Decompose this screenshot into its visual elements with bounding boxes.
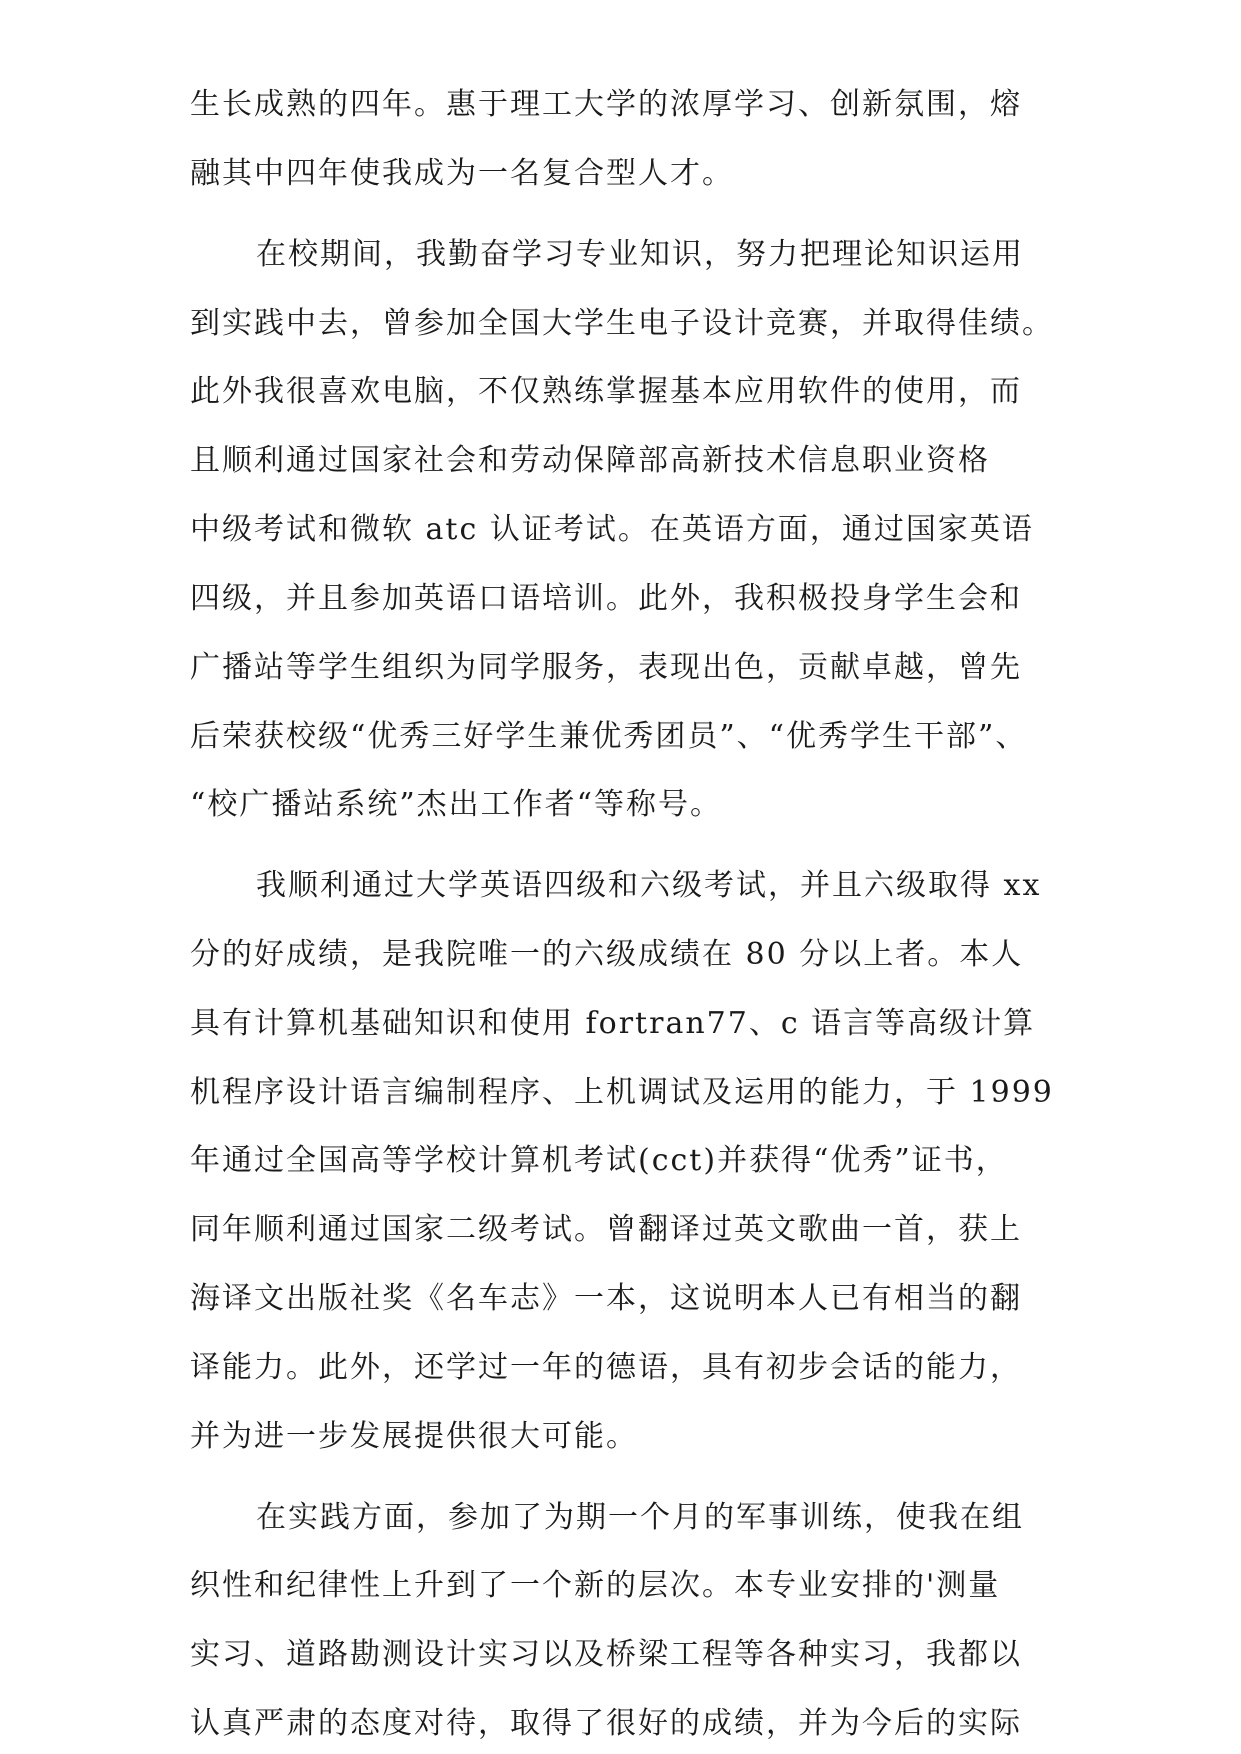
paragraph-first-line: 我顺利通过大学英语四级和六级考试，并且六级取得 xx: [256, 868, 1042, 903]
text-line: 且顺利通过国家社会和劳动保障部高新技术信息职业资格: [190, 443, 990, 478]
text-line: 织性和纪律性上升到了一个新的层次。本专业安排的'测量: [190, 1568, 1001, 1603]
text-line: 广播站等学生组织为同学服务，表现出色，贡献卓越，曾先: [190, 650, 1022, 685]
text-line: 中级考试和微软 atc 认证考试。在英语方面，通过国家英语: [190, 512, 1034, 547]
text-line: 到实践中去，曾参加全国大学生电子设计竞赛，并取得佳绩。: [190, 306, 1054, 341]
paragraph-first-line: 在校期间，我勤奋学习专业知识，努力把理论知识运用: [256, 237, 1024, 272]
text-line: “校广播站系统”杰出工作者“等称号。: [190, 787, 723, 822]
text-line: 实习、道路勘测设计实习以及桥梁工程等各种实习，我都以: [190, 1637, 1022, 1672]
text-line: 具有计算机基础知识和使用 fortran77、c 语言等高级计算: [190, 1006, 1036, 1041]
text-line: 译能力。此外，还学过一年的德语，具有初步会话的能力，: [190, 1350, 1022, 1385]
text-line: 认真严肃的态度对待，取得了很好的成绩，并为今后的实际: [190, 1706, 1022, 1741]
text-line: 融其中四年使我成为一名复合型人才。: [190, 156, 734, 191]
text-line: 同年顺利通过国家二级考试。曾翻译过英文歌曲一首，获上: [190, 1212, 1022, 1247]
text-line: 机程序设计语言编制程序、上机调试及运用的能力，于 1999: [190, 1075, 1054, 1110]
text-line: 此外我很喜欢电脑，不仅熟练掌握基本应用软件的使用，而: [190, 374, 1022, 409]
text-line: 并为进一步发展提供很大可能。: [190, 1419, 638, 1454]
text-line: 海译文出版社奖《名车志》一本，这说明本人已有相当的翻: [190, 1281, 1022, 1316]
text-line: 生长成熟的四年。惠于理工大学的浓厚学习、创新氛围，熔: [190, 87, 1022, 122]
paragraph-first-line: 在实践方面，参加了为期一个月的军事训练，使我在组: [256, 1500, 1024, 1535]
text-line: 分的好成绩，是我院唯一的六级成绩在 80 分以上者。本人: [190, 937, 1024, 972]
text-line: 后荣获校级“优秀三好学生兼优秀团员”、“优秀学生干部”、: [190, 719, 1028, 754]
text-line: 年通过全国高等学校计算机考试(cct)并获得“优秀”证书，: [190, 1143, 1008, 1178]
text-line: 四级，并且参加英语口语培训。此外，我积极投身学生会和: [190, 581, 1022, 616]
